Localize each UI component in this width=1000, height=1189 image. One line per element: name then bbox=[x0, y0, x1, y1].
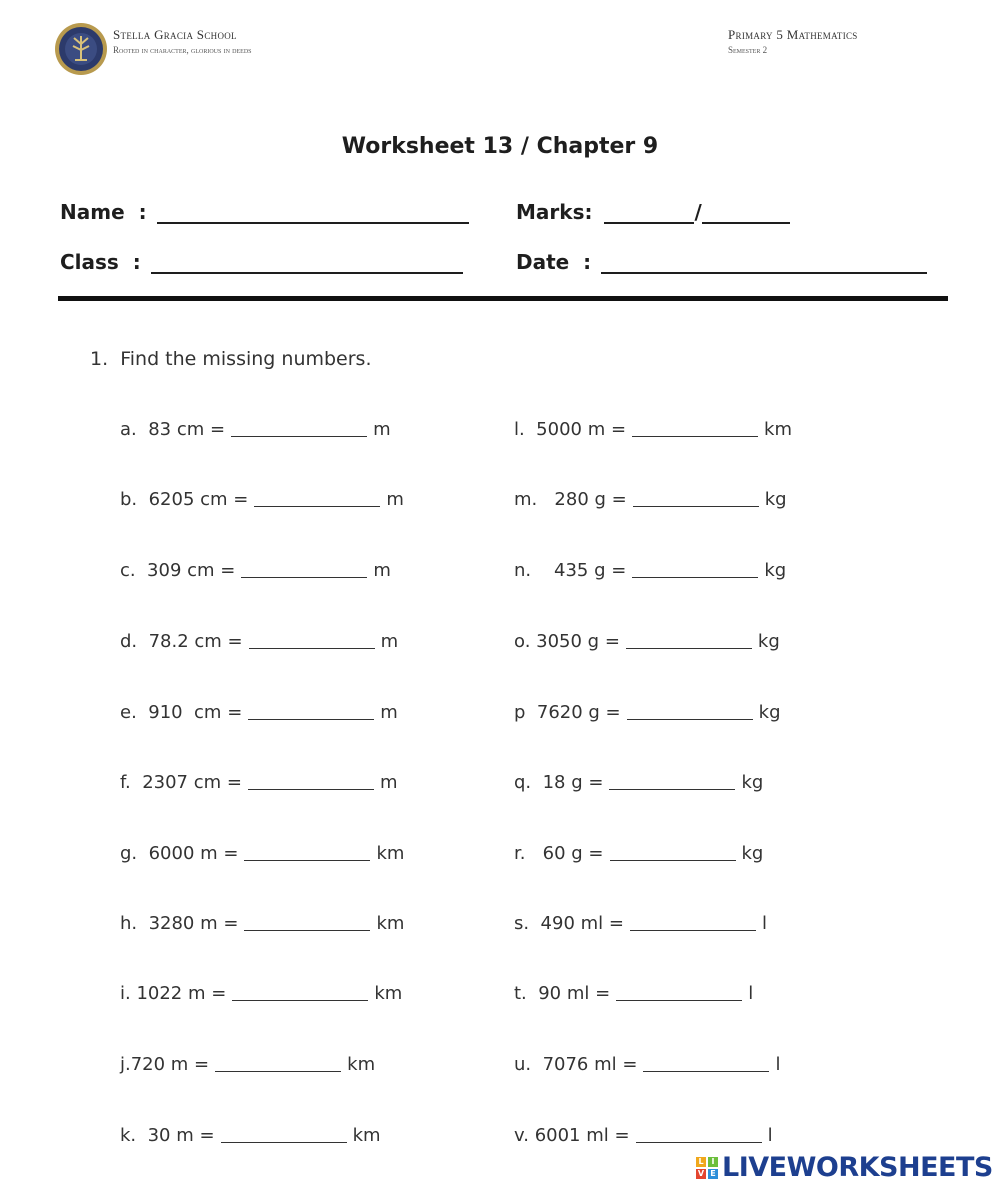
item-unit: kg bbox=[741, 843, 764, 864]
exercise-item-right-1 bbox=[514, 488, 787, 510]
exercise-item-left-0 bbox=[120, 418, 391, 440]
answer-blank[interactable] bbox=[616, 982, 742, 1001]
date-field bbox=[516, 250, 927, 274]
item-prompt: c. 309 cm = bbox=[120, 560, 236, 581]
item-prompt: m. 280 g = bbox=[514, 489, 627, 510]
brand-name: LIVEWORKSHEETS bbox=[722, 1152, 993, 1183]
answer-blank[interactable] bbox=[610, 842, 736, 861]
item-prompt: j.720 m = bbox=[120, 1054, 210, 1075]
course-info bbox=[728, 27, 858, 55]
item-prompt: t. 90 ml = bbox=[514, 983, 611, 1004]
item-prompt: n. 435 g = bbox=[514, 560, 627, 581]
exercise-item-right-9 bbox=[514, 1053, 780, 1075]
item-unit: l bbox=[775, 1054, 781, 1075]
school-info bbox=[113, 27, 252, 55]
exercise-item-right-6 bbox=[514, 842, 763, 864]
date-input-line[interactable] bbox=[601, 250, 927, 274]
exercise-item-right-4 bbox=[514, 701, 781, 723]
answer-blank[interactable] bbox=[627, 701, 753, 720]
item-prompt: r. 60 g = bbox=[514, 843, 604, 864]
exercise-item-left-8 bbox=[120, 982, 402, 1004]
class-field bbox=[60, 250, 463, 274]
item-prompt: i. 1022 m = bbox=[120, 983, 227, 1004]
exercise-item-right-8 bbox=[514, 982, 753, 1004]
item-unit: kg bbox=[764, 489, 787, 510]
marks-label: Marks: bbox=[516, 200, 593, 224]
question-1: 1. Find the missing numbers. bbox=[90, 348, 372, 370]
answer-blank[interactable] bbox=[633, 488, 759, 507]
answer-blank[interactable] bbox=[643, 1053, 769, 1072]
answer-blank[interactable] bbox=[215, 1053, 341, 1072]
item-prompt: v. 6001 ml = bbox=[514, 1125, 630, 1146]
item-unit: l bbox=[748, 983, 754, 1004]
exercise-item-left-9 bbox=[120, 1053, 375, 1075]
answer-blank[interactable] bbox=[231, 418, 367, 437]
exercise-item-right-2 bbox=[514, 559, 786, 581]
answer-blank[interactable] bbox=[626, 630, 752, 649]
item-unit: l bbox=[761, 913, 767, 934]
name-field bbox=[60, 200, 469, 224]
item-prompt: e. 910 cm = bbox=[120, 702, 243, 723]
answer-blank[interactable] bbox=[241, 559, 367, 578]
exercise-item-left-7 bbox=[120, 912, 404, 934]
answer-blank[interactable] bbox=[244, 842, 370, 861]
item-unit: km bbox=[376, 913, 405, 934]
worksheet-title: Worksheet 13 / Chapter 9 bbox=[341, 134, 659, 159]
school-name: Stella Gracia School bbox=[113, 27, 237, 42]
exercise-item-right-0 bbox=[514, 418, 792, 440]
item-unit: km bbox=[347, 1054, 376, 1075]
item-unit: m bbox=[373, 419, 391, 440]
item-unit: m bbox=[379, 772, 398, 793]
item-prompt: d. 78.2 cm = bbox=[120, 631, 243, 652]
item-prompt: g. 6000 m = bbox=[120, 843, 239, 864]
answer-blank[interactable] bbox=[248, 701, 374, 720]
exercise-item-right-3 bbox=[514, 630, 780, 652]
date-label: Date : bbox=[516, 250, 592, 274]
answer-blank[interactable] bbox=[630, 912, 756, 931]
answer-blank[interactable] bbox=[248, 771, 374, 790]
marks-separator: / bbox=[694, 200, 702, 224]
item-unit: km bbox=[764, 419, 793, 440]
answer-blank[interactable] bbox=[609, 771, 735, 790]
answer-blank[interactable] bbox=[632, 418, 758, 437]
item-unit: m bbox=[373, 560, 391, 581]
item-prompt: l. 5000 m = bbox=[514, 419, 627, 440]
item-unit: kg bbox=[764, 560, 787, 581]
item-unit: l bbox=[767, 1125, 773, 1146]
answer-blank[interactable] bbox=[244, 912, 370, 931]
item-prompt: p 7620 g = bbox=[514, 702, 621, 723]
item-prompt: u. 7076 ml = bbox=[514, 1054, 638, 1075]
exercise-item-left-5 bbox=[120, 771, 398, 793]
name-label: Name : bbox=[60, 200, 147, 224]
item-prompt: b. 6205 cm = bbox=[120, 489, 249, 510]
answer-blank[interactable] bbox=[254, 488, 380, 507]
subject-title: Primary 5 Mathematics bbox=[728, 27, 858, 42]
marks-field bbox=[516, 200, 790, 224]
class-input-line[interactable] bbox=[151, 250, 463, 274]
logo-tile: V bbox=[697, 1168, 705, 1178]
marks-total-line[interactable] bbox=[702, 200, 790, 224]
item-prompt: q. 18 g = bbox=[514, 772, 604, 793]
exercise-item-left-10 bbox=[120, 1124, 381, 1146]
item-prompt: h. 3280 m = bbox=[120, 913, 239, 934]
answer-blank[interactable] bbox=[249, 630, 375, 649]
exercise-item-left-6 bbox=[120, 842, 404, 864]
item-prompt: o. 3050 g = bbox=[514, 631, 620, 652]
item-unit: km bbox=[374, 983, 403, 1004]
item-unit: m bbox=[380, 631, 399, 652]
school-logo bbox=[54, 22, 108, 76]
item-unit: km bbox=[376, 843, 405, 864]
item-prompt: f. 2307 cm = bbox=[120, 772, 242, 793]
item-prompt: k. 30 m = bbox=[120, 1125, 215, 1146]
liveworksheets-brand bbox=[696, 1152, 993, 1183]
item-unit: kg bbox=[758, 702, 781, 723]
exercise-item-left-1 bbox=[120, 488, 404, 510]
item-prompt: s. 490 ml = bbox=[514, 913, 624, 934]
class-label: Class : bbox=[60, 250, 141, 274]
school-motto: Rooted in character, glorious in deeds bbox=[113, 45, 252, 55]
item-unit: kg bbox=[757, 631, 780, 652]
answer-blank[interactable] bbox=[232, 982, 368, 1001]
answer-blank[interactable] bbox=[632, 559, 758, 578]
item-unit: km bbox=[352, 1125, 381, 1146]
answer-blank[interactable] bbox=[221, 1124, 347, 1143]
liveworksheets-logo-icon bbox=[696, 1157, 718, 1179]
exercise-item-left-2 bbox=[120, 559, 391, 581]
exercise-item-right-5 bbox=[514, 771, 763, 793]
exercise-item-left-4 bbox=[120, 701, 398, 723]
exercise-item-right-7 bbox=[514, 912, 767, 934]
answer-blank[interactable] bbox=[636, 1124, 762, 1143]
item-unit: m bbox=[386, 489, 404, 510]
exercise-item-left-3 bbox=[120, 630, 398, 652]
item-prompt: a. 83 cm = bbox=[120, 419, 226, 440]
name-input-line[interactable] bbox=[157, 200, 469, 224]
item-unit: kg bbox=[741, 772, 764, 793]
logo-tile: E bbox=[708, 1169, 718, 1179]
semester-label: Semester 2 bbox=[728, 45, 768, 55]
exercise-item-right-10 bbox=[514, 1124, 773, 1146]
header-divider bbox=[58, 296, 948, 301]
marks-score-line[interactable] bbox=[604, 200, 694, 224]
item-unit: m bbox=[380, 702, 398, 723]
logo-tile: L bbox=[696, 1157, 706, 1167]
logo-tile: I bbox=[708, 1157, 718, 1167]
